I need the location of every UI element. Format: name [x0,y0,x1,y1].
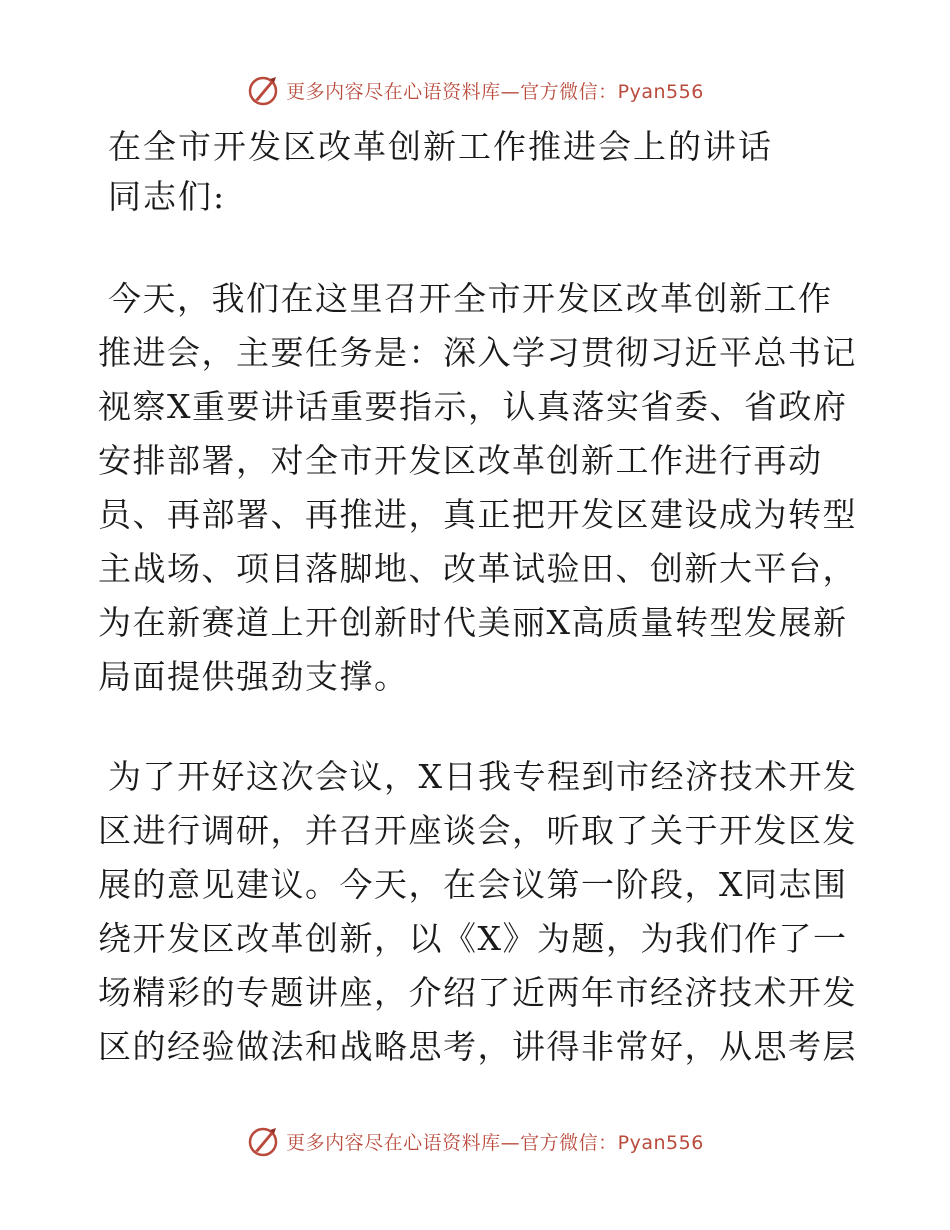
paragraph-line: 场精彩的专题讲座，介绍了近两年市经济技术开发 [98,973,857,1012]
salutation: 同志们: [108,177,227,216]
paragraph-line: 局面提供强劲支撑。 [98,657,409,696]
header-watermark-banner [0,70,950,110]
paragraph-line: 展的意见建议。今天，在会议第一阶段，X同志围 [98,865,848,904]
paragraph-2 [98,750,858,1074]
header-watermark-text: 更多内容尽在心语资料库—官方微信：Pyan556 [286,80,704,103]
paragraph-line: 安排部署，对全市开发区改革创新工作进行再动 [98,441,823,480]
footer-watermark-banner [0,1121,950,1161]
paragraph-line: 今天，我们在这里召开全市开发区改革创新工作 [108,279,833,318]
paragraph-line: 区进行调研，并召开座谈会，听取了关于开发区发 [98,811,857,850]
paragraph-line: 员、再部署、再推进，真正把开发区建设成为转型 [98,495,857,534]
paragraph-line: 视察X重要讲话重要指示，认真落实省委、省政府 [98,387,848,426]
paragraph-line: 区的经验做法和战略思考，讲得非常好，从思考层 [98,1027,857,1066]
quill-logo-icon [246,73,280,107]
paragraph-line: 为了开好这次会议，X日我专程到市经济技术开发 [108,757,858,796]
paragraph-line: 为在新赛道上开创新时代美丽X高质量转型发展新 [98,603,848,642]
document-title: 在全市开发区改革创新工作推进会上的讲话 [108,127,773,166]
paragraph-line: 推进会，主要任务是：深入学习贯彻习近平总书记 [98,333,857,372]
paragraph-line: 主战场、项目落脚地、改革试验田、创新大平台， [98,549,857,588]
paragraph-1 [98,272,858,704]
quill-logo-icon [246,1124,280,1158]
footer-watermark-text: 更多内容尽在心语资料库—官方微信：Pyan556 [286,1131,704,1154]
paragraph-line: 绕开发区改革创新，以《X》为题，为我们作了一 [98,919,848,958]
